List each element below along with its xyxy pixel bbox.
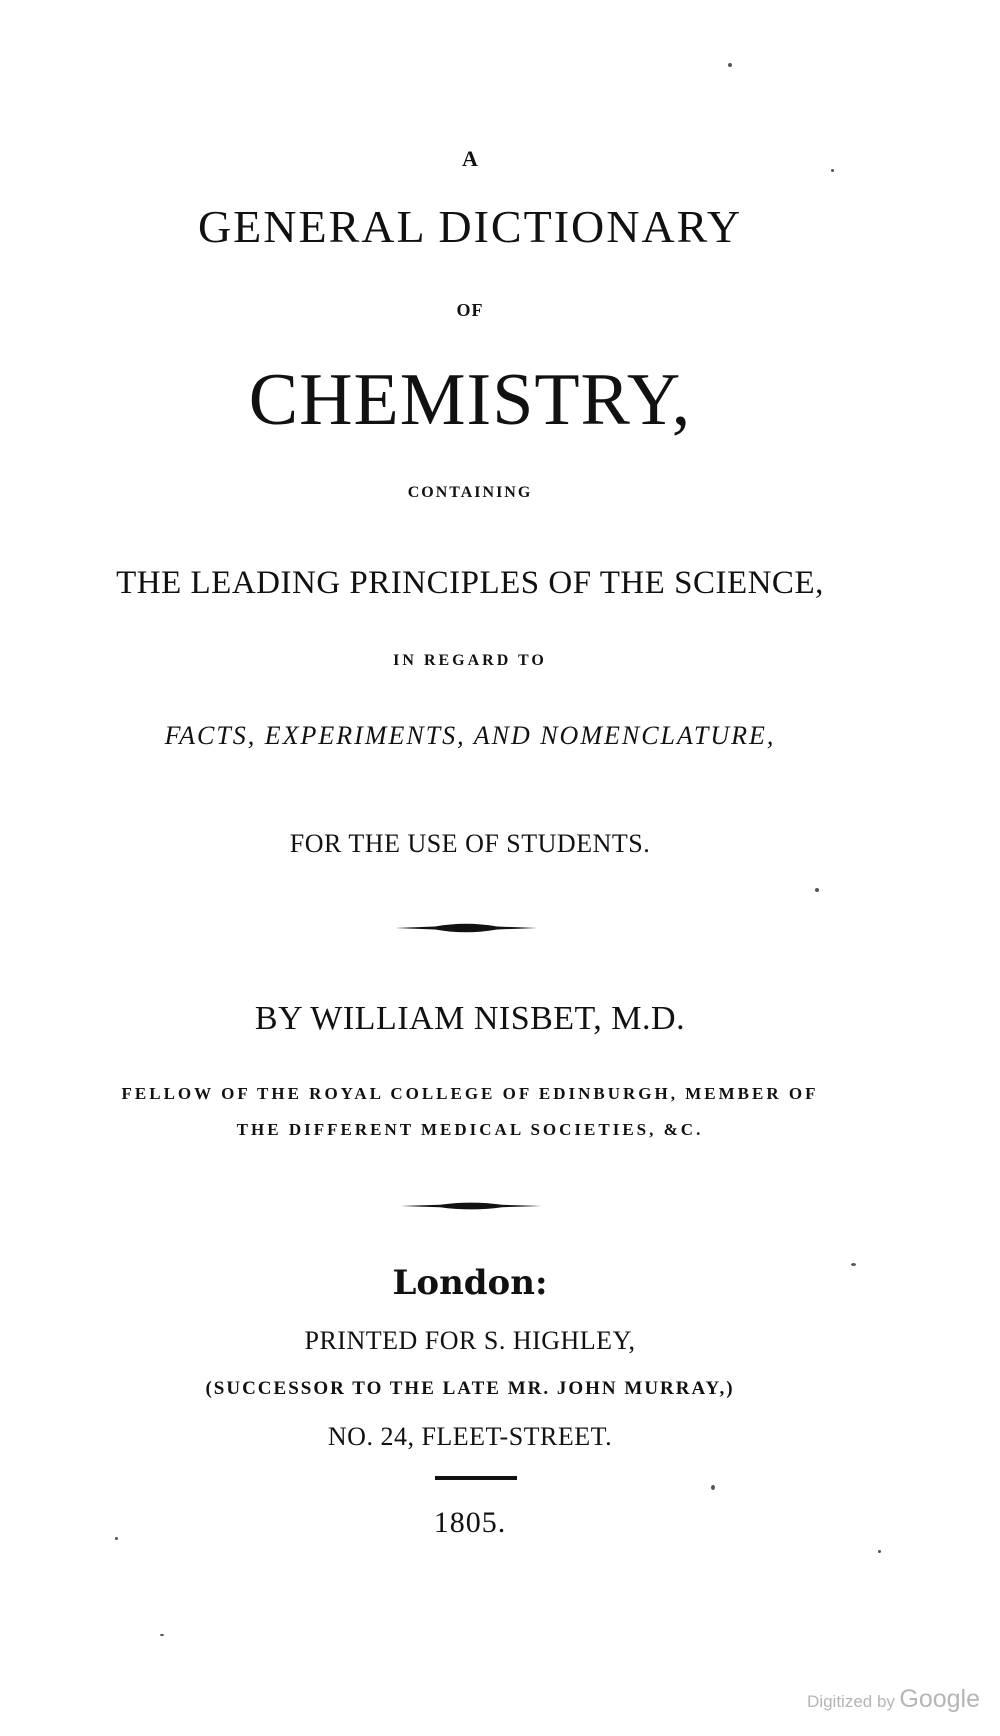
digitization-watermark bbox=[807, 1685, 980, 1714]
title-connector-of: OF bbox=[456, 300, 484, 320]
scan-speck bbox=[728, 63, 732, 67]
in-regard-to-label: IN REGARD TO bbox=[393, 652, 547, 669]
scan-speck bbox=[711, 1485, 715, 1490]
watermark-prefix: Digitized by bbox=[807, 1692, 895, 1711]
subtitle-description: THE LEADING PRINCIPLES OF THE SCIENCE, bbox=[116, 565, 824, 601]
watermark-brand: Google bbox=[899, 1685, 980, 1713]
publication-year: 1805. bbox=[433, 1506, 507, 1539]
scan-speck bbox=[851, 1263, 856, 1266]
scan-speck bbox=[160, 1634, 164, 1636]
scan-speck bbox=[815, 888, 819, 892]
imprint-place: London: bbox=[392, 1263, 548, 1303]
imprint-printer-note: (SUCCESSOR TO THE LATE MR. JOHN MURRAY,) bbox=[205, 1378, 735, 1399]
imprint-address: NO. 24, FLEET-STREET. bbox=[327, 1422, 613, 1451]
scan-speck bbox=[878, 1550, 881, 1553]
rule-above-year bbox=[435, 1475, 517, 1481]
containing-label: CONTAINING bbox=[407, 484, 533, 501]
imprint-printer: PRINTED FOR S. HIGHLEY, bbox=[304, 1326, 636, 1355]
subtitle-topics: FACTS, EXPERIMENTS, AND NOMENCLATURE, bbox=[164, 721, 776, 750]
author-credentials-line-1: FELLOW OF THE ROYAL COLLEGE OF EDINBURGH, MEMBER OF bbox=[121, 1084, 819, 1103]
author-line: BY WILLIAM NISBET, M.D. bbox=[254, 1000, 686, 1037]
title-article: A bbox=[462, 146, 478, 171]
ornamental-rule-top bbox=[395, 922, 537, 934]
scan-speck bbox=[115, 1537, 118, 1540]
ornamental-rule-middle bbox=[400, 1201, 542, 1211]
main-title: GENERAL DICTIONARY bbox=[197, 201, 743, 252]
author-credentials-line-2: THE DIFFERENT MEDICAL SOCIETIES, &C. bbox=[236, 1120, 704, 1139]
scan-speck bbox=[831, 169, 834, 172]
title-subject: CHEMISTRY, bbox=[248, 359, 692, 441]
audience-line: FOR THE USE OF STUDENTS. bbox=[289, 829, 651, 858]
